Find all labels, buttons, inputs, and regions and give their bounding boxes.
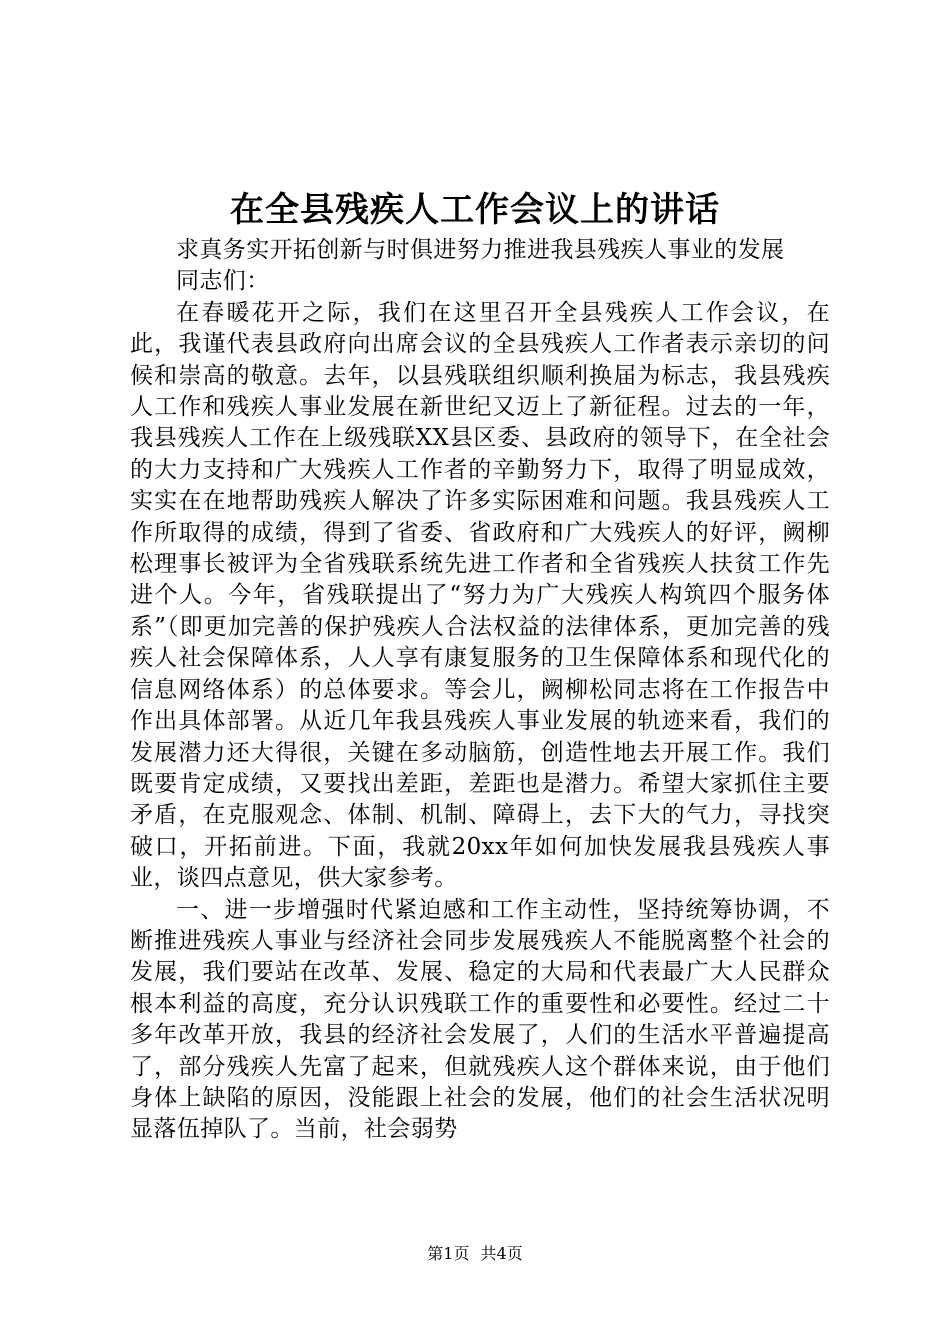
subtitle-paragraph: 求真务实开拓创新与时俱进努力推进我县残疾人事业的发展: [176, 237, 785, 263]
page-number-current: 第1页: [427, 1244, 470, 1263]
body-paragraph: 一、进一步增强时代紧迫感和工作主动性，坚持统筹协调，不断推进残疾人事业与经济社会同步发展残疾人不能脱离整个社会的发展，我们要站在改革、发展、稳定的大局和代表最广大人民群众根本利益的高度，充分认识残联工作的重要性和必要性。经过二十多年改革开放，我县的经济社会发展了，人们的生活水平普遍提高了，部分残疾人先富了起来，但就残疾人这个群体来说，由于他们身体上缺陷的原因，没能跟上社会的发展，他们的社会生活状况明显落伍掉队了。当前，社会弱势: [130, 896, 830, 1143]
salutation-paragraph: 同志们：: [176, 268, 270, 295]
document-body: [130, 235, 830, 1146]
document-title: 在全县残疾人工作会议上的讲话: [230, 190, 720, 230]
body-paragraph: 在春暖花开之际，我们在这里召开全县残疾人工作会议，在此，我谨代表县政府向出席会议的全县残疾人工作者表示亲切的问候和崇高的敬意。去年，以县残联组织顺利换届为标志，我县残疾人工作和残疾人事业发展在新世纪又迈上了新征程。过去的一年，我县残疾人工作在上级残联XX县区委、县政府的领导下，在全社会的大力支持和广大残疾人工作者的辛勤努力下，取得了明显成效，实实在在地帮助残疾人解决了许多实际困难和问题。我县残疾人工作所取得的成绩，得到了省委、省政府和广大残疾人的好评，阙柳松理事长被评为全省残联系统先进工作者和全省残疾人扶贫工作先进个人。今年，省残联提出了“努力为广大残疾人构筑四个服务体系”（即更加完善的保护残疾人合法权益的法律体系，更加完善的残疾人社会保障体系，人人享有康复服务的卫生保障体系和现代化的信息网络体系）的总体要求。等会儿，阙柳松同志将在工作报告中作出具体部署。从近几年我县残疾人事业发展的轨迹来看，我们的发展潜力还大得很，关键在多动脑筋，创造性地去开展工作。我们既要肯定成绩，又要找出差距，差距也是潜力。希望大家抓住主要矛盾，在克服观念、体制、机制、障碍上，去下大的气力，寻找突破口，开拓前进。下面，我就20xx年如何加快发展我县残疾人事业，谈四点意见，供大家参考。: [130, 299, 830, 892]
page-number-total: 共4页: [480, 1244, 523, 1263]
page-footer: [0, 1243, 950, 1265]
